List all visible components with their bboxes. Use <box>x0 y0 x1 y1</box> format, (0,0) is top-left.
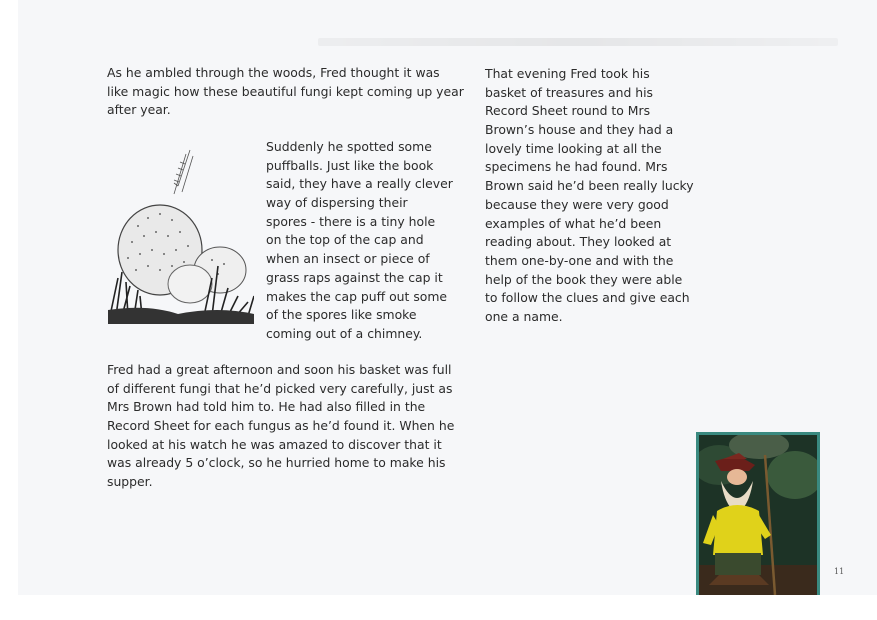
text-line: when an insect or piece of <box>266 251 430 267</box>
gnome-photo <box>696 432 820 595</box>
bleed-through-line <box>318 38 838 46</box>
text-line: was already 5 o’clock, so he hurried home to make his <box>107 455 446 471</box>
text-line: examples of what he’d been <box>485 215 662 231</box>
text-line: Record Sheet round to Mrs <box>485 103 651 119</box>
text-line: Fred had a great afternoon and soon his basket was full <box>107 362 452 377</box>
text-line: said, they have a really clever <box>266 176 453 192</box>
paragraph-evening <box>485 65 694 327</box>
text-line: looked at his watch he was amazed to discover that it <box>107 436 442 452</box>
text-line: lovely time looking at all the <box>485 140 662 156</box>
text-line: Record Sheet for each fungus as he’d found it. When he <box>107 418 455 434</box>
text-line: after year. <box>107 102 171 118</box>
text-line: As he ambled through the woods, Fred thought it was <box>107 65 440 80</box>
gnome-figure-image <box>699 435 817 595</box>
text-line: coming out of a chimney. <box>266 325 423 341</box>
text-line: help of the book they were able <box>485 271 683 287</box>
book-page <box>18 0 877 595</box>
text-line: because they were very good <box>485 196 669 212</box>
page-number: 11 <box>834 567 845 576</box>
text-line: makes the cap puff out some <box>266 288 448 304</box>
text-line: one a name. <box>485 308 563 324</box>
text-line: basket of treasures and his <box>485 84 653 100</box>
text-line: puffballs. Just like the book <box>266 157 434 173</box>
text-line: on the top of the cap and <box>266 232 424 248</box>
text-line: Mrs Brown had told him to. He had also filled in the <box>107 399 426 415</box>
text-line: reading about. They looked at <box>485 234 672 250</box>
text-line: Brown said he’d been really lucky <box>485 178 694 194</box>
text-line: of different fungi that he’d picked very carefully, just as <box>107 380 453 396</box>
text-line: like magic how these beautiful fungi kept coming up year <box>107 83 464 99</box>
text-line: That evening Fred took his <box>485 66 650 81</box>
text-line: grass raps against the cap it <box>266 269 443 285</box>
puffball-illustration <box>108 146 254 324</box>
text-line: them one-by-one and with the <box>485 252 674 268</box>
text-line: Suddenly he spotted some <box>266 139 432 154</box>
paragraph-afternoon <box>107 361 454 492</box>
text-line: to follow the clues and give each <box>485 290 690 306</box>
text-line: Brown’s house and they had a <box>485 122 674 138</box>
text-line: spores - there is a tiny hole <box>266 213 436 229</box>
paragraph-intro <box>107 64 464 120</box>
text-line: way of dispersing their <box>266 195 408 211</box>
paragraph-puffballs <box>266 138 453 344</box>
text-line: specimens he had found. Mrs <box>485 159 668 175</box>
text-line: supper. <box>107 474 153 490</box>
text-line: of the spores like smoke <box>266 307 417 323</box>
